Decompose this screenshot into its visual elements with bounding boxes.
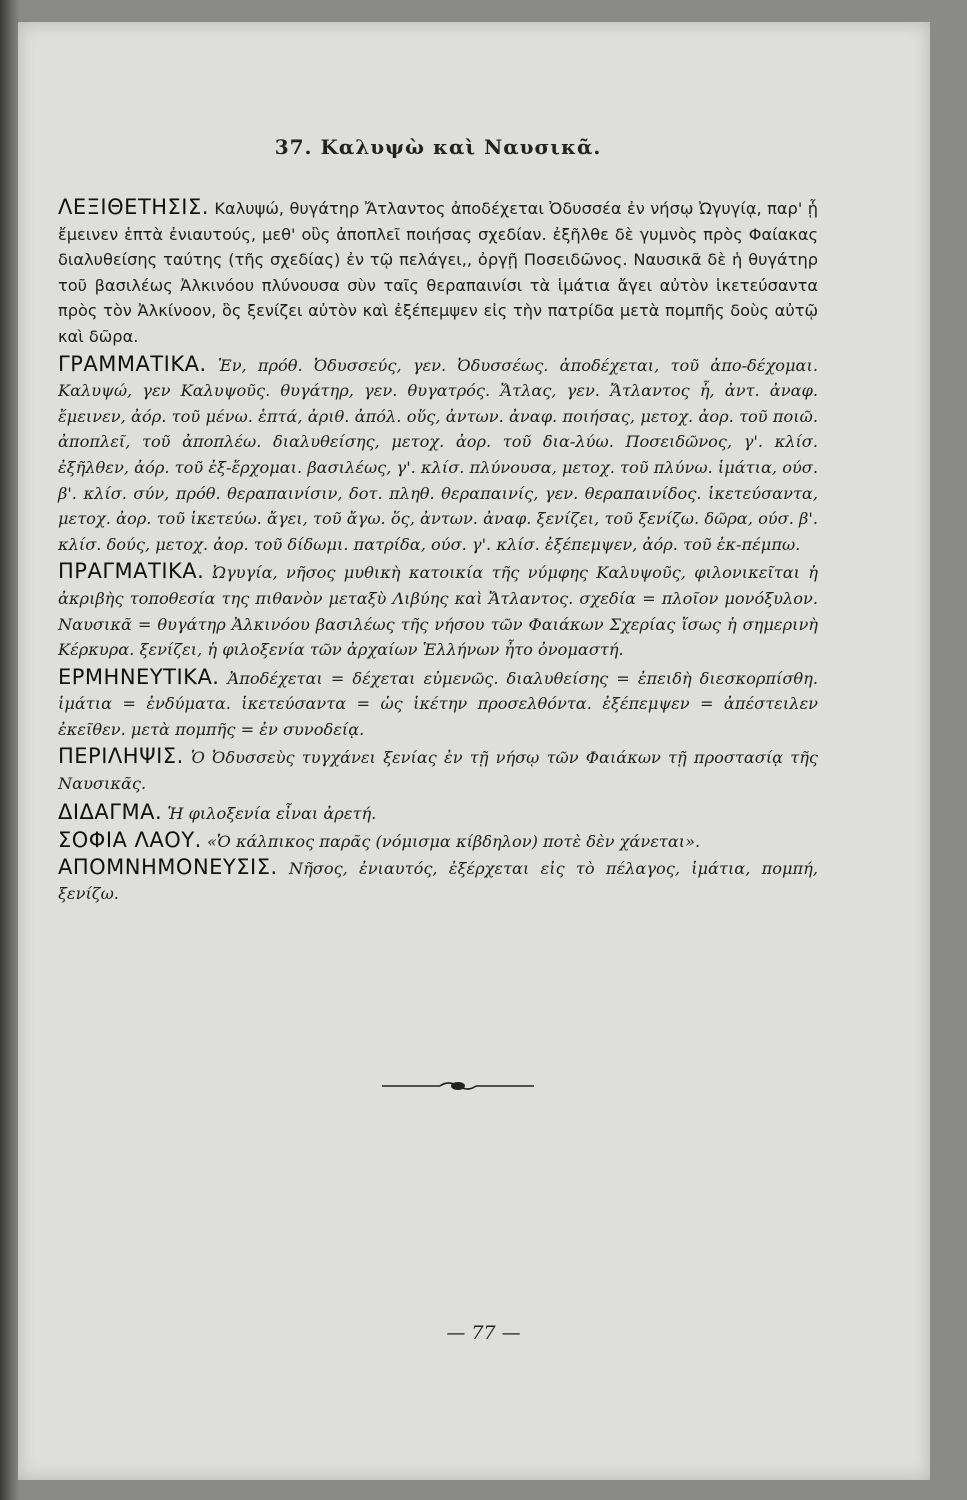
section-heading: ΕΡΜΗΝΕΥΤΙΚΑ.	[58, 664, 220, 689]
page-number: — 77 —	[446, 1322, 521, 1344]
section-text: Καλυψώ, θυγάτηρ Ἄτλαντος ἀποδέχεται Ὀδυσσέα ἐν νήσῳ Ὠγυγίᾳ, παρ' ᾗ ἔμεινεν ἑπτὰ ἐνιαυτούς, μεθ' οὓς ἀποπλεῖ ποιήσας σχεδίαν. ἐξῆλθε δὲ γυμνὸς πρὸς Φαίακας διαλυθείσης ταύτης (τῆς σχεδίας) ἐν τῷ πελάγει,, ὀργῇ Ποσειδῶνος. Ναυσικᾶ δὲ ἡ θυγάτηρ τοῦ βασιλέως Ἀλκινόου πλύνουσα σὺν ταῖς θεραπαινίσι τὰ ἱμάτια ἄγει αὐτὸν ἱκετεύσαντα πρὸς τὸν Ἀλκίνοον, ὃς ξενίζει αὐτὸν καὶ ἐξέπεμψεν εἰς τὴν πατρίδα μετὰ πομπῆς δοὺς αὐτῷ καὶ δῶρα.	[58, 199, 818, 346]
section-text: Ἐν, πρόθ. Ὀδυσσεύς, γεν. Ὀδυσσέως. ἀποδέχεται, τοῦ ἀπο-δέχομαι. Καλυψώ, γεν Καλυψοῦς. θυγάτηρ, γεν. θυγατρός. Ἄτλας, γεν. Ἄτλαντος ἧ, ἀντ. ἀναφ. ἔμεινεν, ἀόρ. τοῦ μένω. ἑπτά, ἀριθ. ἀπόλ. οὕς, ἀντων. ἀναφ. ποιήσας, μετοχ. ἀορ. τοῦ ποιῶ. ἀποπλεῖ, τοῦ ἀποπλέω. διαλυθείσης, μετοχ. ἀορ. τοῦ δια-λύω. Ποσειδῶνος, γ'. κλίσ. ἐξῆλθεν, ἀόρ. τοῦ ἐξ-ἔρχομαι. βασιλέως, γ'. κλίσ. πλύνουσα, μετοχ. τοῦ πλύνω. ἱμάτια, ούσ. β'. κλίσ. σύν, πρόθ. θεραπαινίσιν, δοτ. πληθ. θεραπαινίς, γεν. θεραπαινίδος. ἱκετεύσαντα, μετοχ. ἀορ. τοῦ ἱκετεύω. ἄγει, τοῦ ἄγω. ὅς, ἀντων. ἀναφ. ξενίζει, τοῦ ξενίζω. δῶρα, ούσ. β'. κλίσ. δούς, μετοχ. ἀορ. τοῦ δίδωμι. πατρίδα, ούσ. γ'. κλίσ. ἐξέπεμψεν, ἀόρ. τοῦ ἐκ-πέμπω.	[58, 355, 818, 554]
section-text: «Ὁ κάλπικος παρᾶς (νόμισμα κίβδηλον) ποτὲ δὲν χάνεται».	[206, 831, 701, 851]
section-text: Ὁ Ὀδυσσεὺς τυγχάνει ξενίας ἐν τῇ νήσῳ τῶν Φαιάκων τῇ προστασίᾳ τῆς Ναυσικᾶς.	[58, 748, 818, 794]
section-text: Νῆσος, ἐνιαυτός, ἐξέρχεται εἰς τὸ πέλαγος, ἱμάτια, πομπή, ξενίζω.	[58, 858, 818, 904]
section-lexithetisis	[58, 195, 818, 350]
section-heading: ΔΙΔΑΓΜΑ.	[58, 799, 163, 824]
chapter-title: 37. Καλυψὼ καὶ Ναυσικᾶ.	[274, 135, 602, 159]
page-content	[58, 135, 818, 909]
section-heading: ΣΟΦΙΑ ΛΑΟΥ.	[58, 827, 202, 852]
section-perilipsis	[58, 744, 818, 796]
divider-ornament	[378, 1078, 538, 1094]
book-spine-shadow	[0, 0, 20, 1500]
section-heading: ΑΠΟΜΝΗΜΟΝΕΥΣΙΣ.	[58, 854, 278, 879]
section-text: Ἀποδέχεται = δέχεται εὐμενῶς. διαλυθείσης = ἐπειδὴ διεσκορπίσθη. ἱμάτια = ἐνδύματα. ἱκετεύσαντα = ὡς ἱκέτην προσελθόντα. ἐξέπεμψεν = ἀπέστειλεν ἐκεῖθεν. μετὰ πομπῆς = ἐν συνοδείᾳ.	[58, 668, 818, 739]
section-heading: ΠΡΑΓΜΑΤΙΚΑ.	[58, 559, 205, 584]
section-heading: ΓΡΑΜΜΑΤΙΚΑ.	[58, 351, 207, 376]
section-heading: ΛΕΞΙΘΕΤΗΣΙΣ.	[58, 195, 209, 219]
section-text: Ὠγυγία, νῆσος μυθικὴ κατοικία τῆς νύμφης Καλυψοῦς, φιλονικεῖται ἡ ἀκριβὴς τοποθεσία της πιθανὸν μεταξὺ Λιβύης καὶ Ἄτλαντος. σχεδία = πλοῖον μονόξυλον. Ναυσικᾶ = θυγάτηρ Ἀλκινόου βασιλέως τῆς νήσου τῶν Φαιάκων Σχερίας ἴσως ἡ σημερινὴ Κέρκυρα. ξενίζει, ἡ φιλοξενία τῶν ἀρχαίων Ἑλλήνων ἦτο ὀνομαστή.	[58, 563, 818, 660]
section-pragmatika	[58, 559, 818, 662]
section-didagma	[58, 799, 818, 827]
section-sofia-laou	[58, 827, 818, 855]
section-text: Ἡ φιλοξενία εἶναι ἀρετή.	[167, 803, 377, 823]
section-ermineftika	[58, 665, 818, 743]
section-heading: ΠΕΡΙΛΗΨΙΣ.	[58, 744, 184, 769]
section-grammatika	[58, 352, 818, 558]
section-apomnimonefsis	[58, 855, 818, 907]
